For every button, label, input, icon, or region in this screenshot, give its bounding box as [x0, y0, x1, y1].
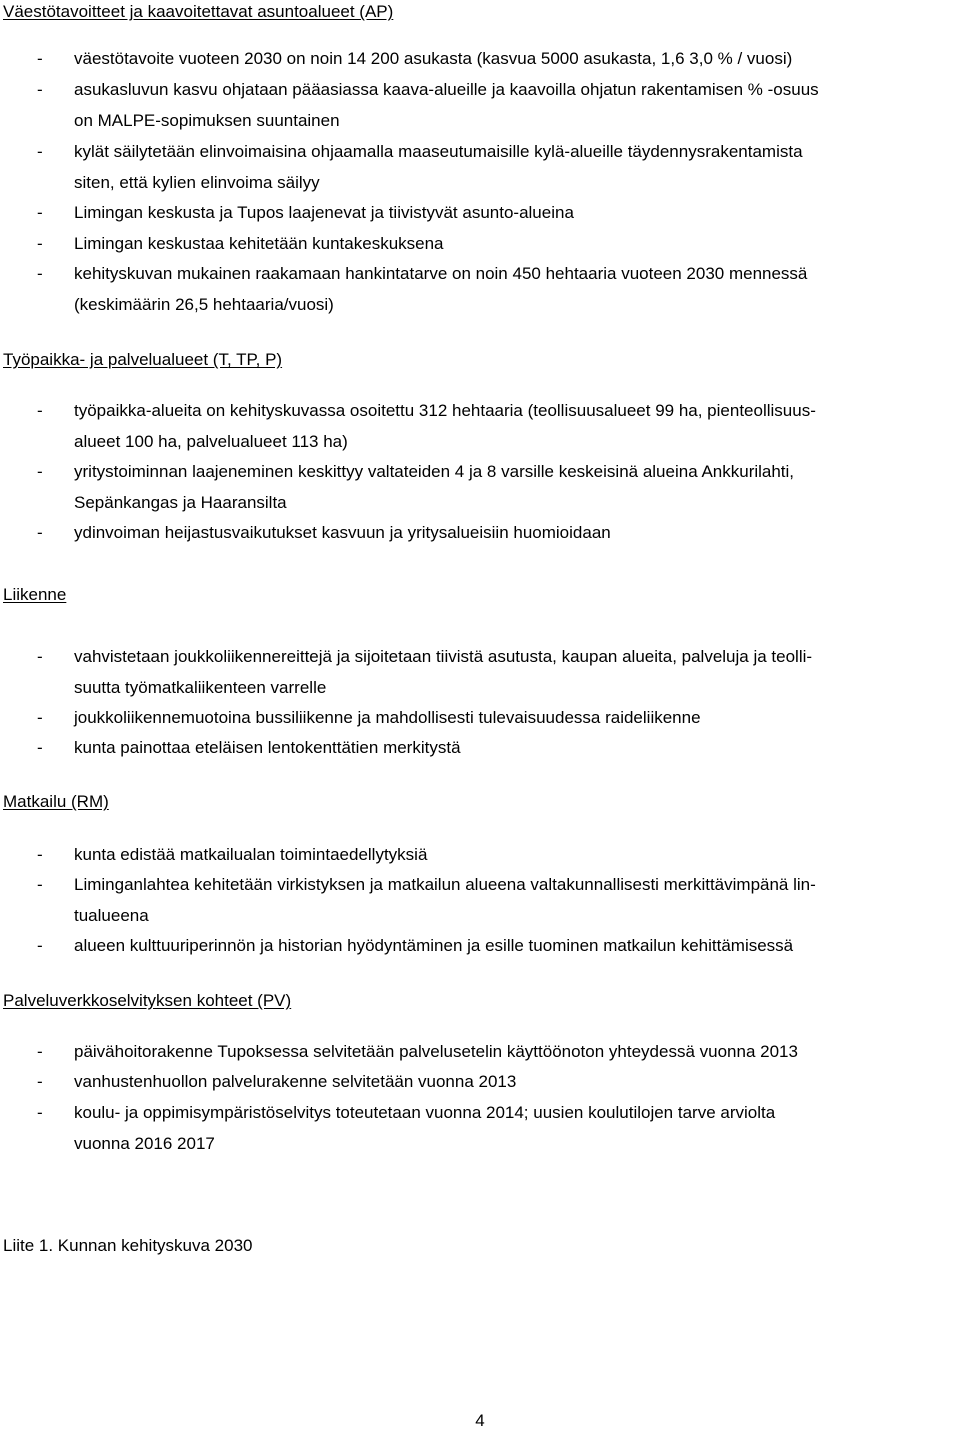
list-item-text: yritystoiminnan laajeneminen keskittyy valtateiden 4 ja 8 varsille keskeisinä alueina Ankkurilahti, Sepänkangas ja Haaransilta — [74, 462, 795, 512]
list-item-text: koulu- ja oppimisympäristöselvitys toteutetaan vuonna 2014; uusien koulutilojen tarve arviolta vuonna 2016 2017 — [74, 1103, 776, 1153]
list-item-text: vanhustenhuollon palvelurakenne selvitetään vuonna 2013 — [74, 1072, 517, 1091]
bullet-dash: - — [37, 264, 43, 283]
list-item-text: ydinvoiman heijastusvaikutukset kasvuun ja yritysalueisiin huomioidaan — [74, 523, 611, 542]
section-heading-matkailu: Matkailu (RM) — [3, 792, 109, 811]
list-item-text: kunta edistää matkailualan toimintaedellytyksiä — [74, 845, 428, 864]
list-item-text: vahvistetaan joukkoliikennereittejä ja sijoitetaan tiivistä asutusta, kaupan alueita, palveluja ja teolli- suutta työmatkaliikenteen varrelle — [74, 647, 813, 697]
page-number: 4 — [475, 1411, 485, 1430]
section-heading-tyopaikka: Työpaikka- ja palvelualueet (T, TP, P) — [3, 350, 283, 369]
list-item-text: kylät säilytetään elinvoimaisina ohjaamalla maaseutumaisille kylä-alueille täydennysrakentamista siten, että kylien elinvoima säilyy — [74, 142, 803, 192]
list-item-text: kunta painottaa eteläisen lentokenttätien merkitystä — [74, 738, 461, 757]
list-item-text: alueen kulttuuriperinnön ja historian hyödyntäminen ja esille tuominen matkailun kehittämisessä — [74, 936, 794, 955]
list-item-text: työpaikka-alueita on kehityskuvassa osoitettu 312 hehtaaria (teollisuusalueet 99 ha, pienteollisuus- alueet 100 ha, palvelualueet 113 ha) — [74, 401, 816, 451]
list-item-text: joukkoliikennemuotoina bussiliikenne ja mahdollisesti tulevaisuudessa raideliikenne — [74, 708, 701, 727]
bullet-dash: - — [37, 523, 43, 542]
list-item-text: väestötavoite vuoteen 2030 on noin 14 200 asukasta (kasvua 5000 asukasta, 1,6 3,0 % / vuosi) — [74, 49, 793, 68]
bullet-dash: - — [37, 1103, 43, 1122]
bullet-dash: - — [37, 1042, 43, 1061]
list-item-text: Limingan keskustaa kehitetään kuntakeskuksena — [74, 234, 444, 253]
bullet-dash: - — [37, 875, 43, 894]
list-item-text: Liminganlahtea kehitetään virkistyksen ja matkailun alueena valtakunnallisesti merkittävimpänä lin- tualueena — [74, 875, 816, 925]
bullet-dash: - — [37, 936, 43, 955]
bullet-dash: - — [37, 845, 43, 864]
bullet-dash: - — [37, 234, 43, 253]
bullet-dash: - — [37, 49, 43, 68]
bullet-dash: - — [37, 708, 43, 727]
bullet-dash: - — [37, 647, 43, 666]
section-heading-liikenne: Liikenne — [3, 585, 67, 604]
section-heading-palveluverkko: Palveluverkkoselvityksen kohteet (PV) — [3, 991, 292, 1010]
bullet-dash: - — [37, 738, 43, 757]
list-item-text: kehityskuvan mukainen raakamaan hankintatarve on noin 450 hehtaaria vuoteen 2030 mennessä (keskimäärin 26,5 hehtaaria/vuosi) — [74, 264, 808, 314]
bullet-dash: - — [37, 142, 43, 161]
figure-caption: Liite 1. Kunnan kehityskuva 2030 — [3, 1236, 253, 1255]
list-item-text: asukasluvun kasvu ohjataan pääasiassa kaava-alueille ja kaavoilla ohjatun rakentamisen % -osuus on MALPE-sopimuksen suuntainen — [74, 80, 819, 130]
section-heading-asuntoalueet: Väestötavoitteet ja kaavoitettavat asuntoalueet (AP) — [3, 2, 394, 21]
list-item-text: Limingan keskusta ja Tupos laajenevat ja tiivistyvät asunto-alueina — [74, 203, 574, 222]
bullet-dash: - — [37, 203, 43, 222]
bullet-dash: - — [37, 462, 43, 481]
list-item-text: päivähoitorakenne Tupoksessa selvitetään palvelusetelin käyttöönoton yhteydessä vuonna 2013 — [74, 1042, 798, 1061]
bullet-dash: - — [37, 401, 43, 420]
bullet-dash: - — [37, 80, 43, 99]
bullet-dash: - — [37, 1072, 43, 1091]
